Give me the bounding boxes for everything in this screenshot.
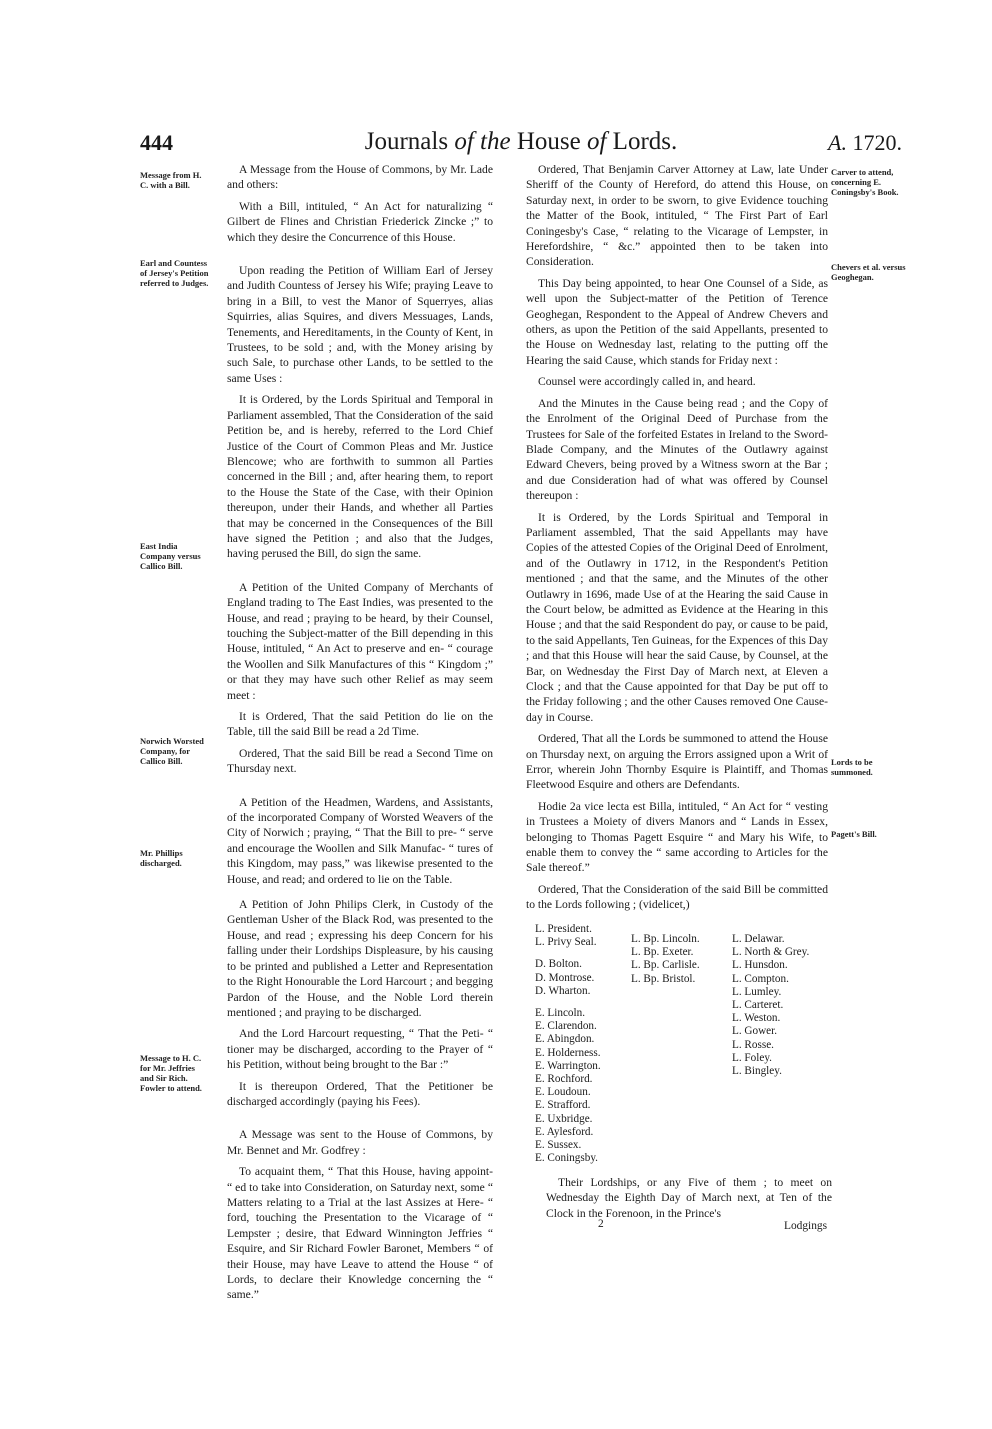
signature-mark: 2	[598, 1218, 604, 1230]
lord-name: E. Warrington.	[535, 1059, 601, 1072]
paragraph: Hodie 2a vice lecta est Billa, intituled, “ An Act for “ vesting in Trustees a Moiety of divers Manors and “ Lands in Essex, belonging to Thomas Pagett Esquire “ and Mary his Wife, to enable them to convey the “ same according to Articles for the Sale thereof.”	[526, 799, 828, 875]
lord-name: E. Clarendon.	[535, 1020, 597, 1033]
lord-name: E. Holderness.	[535, 1046, 601, 1059]
paragraph: It is thereupon Ordered, That the Petitioner be discharged accordingly (paying his Fees).	[227, 1079, 493, 1108]
lord-name: E. Abingdon.	[535, 1033, 595, 1046]
lord-name: L. Bp. Bristol.	[631, 972, 696, 985]
lord-name: E. Sussex.	[535, 1139, 582, 1152]
paragraph: It is Ordered, by the Lords Spiritual and Temporal in Parliament assembled, That the Consideration of the said Petition be, and is hereby, referred to the Lord Chief Justice of the Court of Common Pleas and Mr. Justice Blencowe; who are forthwith to summon all Parties concerned in the Bill ; and, after hearing them, to report to the House the State of the Case, with their Opinion thereupon, under their Hands, and whether all Parties that may be concerned in the Consequences of the Bill have signed the Petition ; and also that the Judges, having perused the Bill, do sign the same.	[227, 393, 493, 561]
paragraph: Counsel were accordingly called in, and heard.	[538, 375, 756, 389]
margin-note: Message to H. C. for Mr. Jeffries and Sir Rich. Fowler to attend.	[140, 1053, 202, 1093]
lord-name: L. North & Grey.	[732, 946, 810, 959]
lord-name: L. President.	[535, 923, 592, 935]
margin-note: East India Company versus Callico Bill.	[140, 541, 201, 571]
lord-name: L. Delawar.	[732, 933, 785, 945]
page-header	[140, 128, 902, 162]
lord-name: L. Rosse.	[732, 1038, 774, 1051]
paragraph: A Message was sent to the House of Commons, by Mr. Bennet and Mr. Godfrey :	[227, 1128, 493, 1157]
paragraph: A Petition of the United Company of Merchants of England trading to The East Indies, was presented to the House, and read ; praying to be heard, by their Counsel, touching the Subject-matter of the Bill depending in this House, intituled, “ An Act to preserve and en- “ courage the Woollen and Silk Manufactures of this “ Kingdom ;” or that they may have such other Relief as may seem meet :	[227, 580, 493, 702]
left-column	[227, 162, 493, 1309]
margin-note: Message from H. C. with a Bill.	[140, 170, 202, 190]
margin-note: Chevers et al. versus Geoghegan.	[831, 262, 906, 282]
closing-paragraph: Their Lordships, or any Five of them ; to meet on Wednesday the Eighth Day of March next, at Ten of the Clock in the Forenoon, in the Prince's	[546, 1176, 832, 1220]
margin-note: Pagett's Bill.	[831, 829, 877, 839]
lord-name: L. Bp. Lincoln.	[631, 933, 700, 945]
lord-name: L. Foley.	[732, 1051, 772, 1064]
lord-name: E. Coningsby.	[535, 1152, 598, 1165]
lord-name: L. Privy Seal.	[535, 936, 597, 949]
paragraph: And the Minutes in the Cause being read ; and the Copy of the Enrolment of the Original Deed of Purchase from the Trustees for Sale of the forfeited Estates in Ireland to the Sword-Blade Company, and the Minutes of the Outlawry against Edward Chevers, being proved by a Witness sworn at the Bar ; and due Consideration had of what was offered by Counsel thereupon :	[526, 396, 828, 503]
lord-name: E. Strafford.	[535, 1099, 591, 1112]
lord-name: L. Bp. Exeter.	[631, 946, 694, 959]
lord-name: L. Gower.	[732, 1025, 778, 1038]
margin-note: Carver to attend, concerning E. Coningsby's Book.	[831, 167, 899, 197]
committee-col-3	[732, 933, 809, 1078]
paragraph: And the Lord Harcourt requesting, “ That the Peti- “ tioner may be discharged, according to the Prayer of “ his Petition, without being brought to the Bar :”	[227, 1027, 493, 1072]
page-year: A. 1720.	[828, 130, 902, 155]
margin-note: Mr. Phillips discharged.	[140, 848, 183, 868]
paragraph: Ordered, That all the Lords be summoned to attend the House on Thursday next, on arguing the Errors assigned upon a Writ of Error, wherein John Thornby Esquire is Plaintiff, and Thomas Fleetwood Esquire and others are Defendants.	[526, 732, 828, 792]
lord-name: L. Bingley.	[732, 1065, 782, 1078]
lord-name: L. Compton.	[732, 972, 789, 985]
lord-name: L. Weston.	[732, 1012, 781, 1025]
lord-name: E. Rochford.	[535, 1073, 593, 1086]
page-number: 444	[140, 130, 173, 155]
paragraph: To acquaint them, “ That this House, having appoint- “ ed to take into Consideration, on Saturday next, some “ Matters relating to a Trial at the last Assizes at Here- “ ford, touching the Presentation to the Vicarage of “ Lempster ; desire, that Edward Winnington Jeffries “ Esquire, and Sir Richard Fowler Baronet, Members “ of their House, may have Leave to attend the House “ of Lords, to declare their Knowledge concerning the “ same.”	[227, 1165, 493, 1302]
margin-note: Norwich Worsted Company, for Callico Bill.	[140, 736, 204, 766]
paragraph: A Petition of John Philips Clerk, in Custody of the Gentleman Usher of the Black Rod, was presented to the House, and read ; expressing his deep Concern for his falling under their Lordships Displeasure, by his causing to be printed and published a Letter and Representation to the Right Honourable the Lord Harcourt ; and begging Pardon of the House, and the Noble Lord therein mentioned ; and praying to be discharged.	[227, 898, 493, 1019]
paragraph: It is Ordered, by the Lords Spiritual and Temporal in Parliament assembled, That the said Appellants may have Copies of the attested Copies of the Original Deed of Enrolment, and of the Outlawry in 1712, in the Respondent's Petition mentioned ; and that the same, and the Minutes of the other Outlawry in 1696, made Use of at the Hearing the said Cause in the Court below, be admitted as Evidence at the Hearing in this House ; and that the said Respondent do pay, or cause to be paid, to the said Appellants, Ten Guineas, for the Expences of this Day ; and that this House will hear the said Cause, by Counsel, at the Bar, on Wednesday the First Day of March next, at Eleven a Clock ; and that the Cause appointed for that Day be put off to the Friday following ; and the other Causes removed One Cause-day in Course.	[526, 510, 828, 724]
catchword: Lodgings	[784, 1220, 828, 1232]
paragraph: Upon reading the Petition of William Earl of Jersey and Judith Countess of Jersey his Wife; praying Leave to bring in a Bill, to vest the Manor of Squerryes, alias Squirries, alias Squires, and divers Messuages, Lands, Tenements, and Hereditaments, in the County of Kent, in Trustees, to be sold ; and, with the Money arising by such Sale, to purchase other Lands, to be settled to the same Uses :	[227, 264, 493, 385]
paragraph: Ordered, That the said Bill be read a Second Time on Thursday next.	[227, 746, 493, 776]
right-column	[526, 162, 828, 919]
lord-name: E. Aylesford.	[535, 1125, 594, 1138]
lord-name: L. Hunsdon.	[732, 959, 788, 972]
committee-col-2	[631, 933, 700, 986]
lord-name: L. Lumley.	[732, 985, 782, 998]
lord-name: E. Lincoln.	[535, 1007, 586, 1020]
margin-note: Lords to be summoned.	[831, 757, 873, 777]
committee-col-1	[535, 923, 601, 1165]
lord-name: D. Bolton.	[535, 958, 582, 971]
lord-name: D. Wharton.	[535, 984, 591, 997]
lord-name: L. Carteret.	[732, 999, 784, 1012]
margin-note: Earl and Countess of Jersey's Petition referred to Judges.	[140, 258, 209, 288]
lord-name: D. Montrose.	[535, 971, 595, 984]
page-title: Journals of the House of Lords.	[364, 128, 678, 155]
paragraph: It is Ordered, That the said Petition do lie on the Table, till the said Bill be read a 2d Time.	[227, 710, 493, 739]
paragraph: This Day being appointed, to hear One Counsel of a Side, as well upon the Subject-matter of the Petition of Terence Geoghegan, Respondent to the Appeal of Andrew Chevers and others, as upon the Petition of the said Appellants, presented to the House on Wednesday last, relating to the putting off the Hearing the said Cause, which stands for Friday next :	[526, 276, 828, 367]
lord-name: E. Loudoun.	[535, 1086, 591, 1099]
lord-name: L. Bp. Carlisle.	[631, 959, 700, 972]
paragraph: Ordered, That Benjamin Carver Attorney at Law, late Under Sheriff of the County of Hereford, do attend this House, on Saturday next, in order to be sworn, to give Evidence touching the Matter of the Book, intituled, “ The First Part of Earl Coningesby's Case, “ relating to the Vicarage of Lempster, in Herefordshire, “ &c.” appointed then to be taken into Consideration.	[526, 163, 828, 269]
paragraph: A Petition of the Headmen, Wardens, and Assistants, of the incorporated Company of Worsted Weavers of the City of Norwich ; praying, “ That the Bill to pre- “ serve and encourage the Woollen and Silk Manufac- “ tures of this Kingdom, may pass,” was likewise presented to the House, and read; and ordered to lie on the Table.	[227, 795, 493, 886]
paragraph: Ordered, That the Consideration of the said Bill be committed to the Lords following ; (videlicet,)	[526, 882, 828, 912]
paragraph: With a Bill, intituled, “ An Act for naturalizing “ Gilbert de Flines and Christian Friederick Zincke ;” to which they desire the Concurrence of this House.	[227, 199, 493, 244]
lord-name: E. Uxbridge.	[535, 1112, 593, 1125]
paragraph: A Message from the House of Commons, by Mr. Lade and others:	[227, 163, 493, 192]
